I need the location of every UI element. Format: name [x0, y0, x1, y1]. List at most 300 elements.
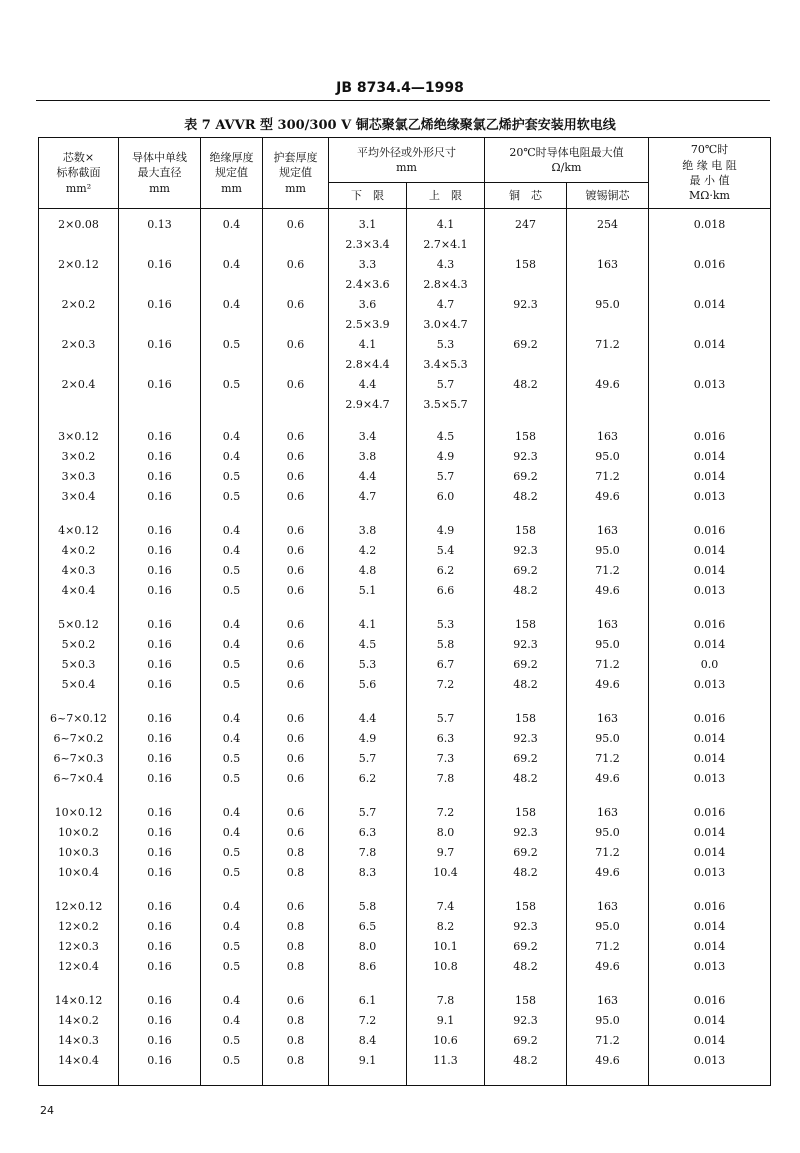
column-wire-diameter: [119, 209, 201, 1086]
cell-sheath-thickness: 0.6: [286, 618, 305, 631]
cell-tinned-resistance: 163: [597, 618, 618, 631]
cell-tinned-resistance: [567, 395, 648, 415]
cell-wire-diameter: [119, 235, 200, 255]
cell-size: [39, 315, 118, 335]
cell-copper-resistance: 48.2: [513, 678, 538, 691]
cell-insulation-thickness: 0.5: [222, 772, 241, 785]
column-copper-resistance: [485, 209, 567, 1086]
cell-copper-resistance: 48.2: [513, 490, 538, 503]
cell-lower-limit: 3.1: [358, 218, 377, 231]
cell-lower-limit: 4.4: [358, 712, 377, 725]
cell-size: 2×0.4: [61, 378, 96, 391]
group-spacer: [201, 977, 262, 991]
cell-wire-diameter: 0.16: [147, 806, 172, 819]
cell-upper-limit: 7.4: [436, 900, 455, 913]
group-spacer: [329, 977, 406, 991]
cell-insulation-thickness: [201, 395, 262, 415]
cell-size: 4×0.4: [61, 584, 96, 597]
cell-insulation-resistance: 0.016: [693, 806, 726, 819]
cell-tinned-resistance: 95.0: [595, 298, 620, 311]
cell-copper-resistance: 48.2: [513, 378, 538, 391]
col-header-wire-diameter: 导体中单线 最大直径 mm: [119, 138, 201, 209]
cell-lower-limit: 4.2: [358, 544, 377, 557]
cell-sheath-thickness: 0.6: [286, 430, 305, 443]
page-number: 24: [40, 1104, 54, 1117]
cell-tinned-resistance: 71.2: [595, 752, 620, 765]
cell-lower-limit: 5.6: [358, 678, 377, 691]
cell-wire-diameter: 0.16: [147, 618, 172, 631]
column-insulation-resistance: [649, 209, 771, 1086]
cell-wire-diameter: 0.16: [147, 772, 172, 785]
cell-size: 12×0.4: [58, 960, 99, 973]
cell-size: 4×0.2: [61, 544, 96, 557]
cell-tinned-resistance: 95.0: [595, 638, 620, 651]
cell-upper-limit: 4.9: [436, 450, 455, 463]
cell-wire-diameter: 0.16: [147, 450, 172, 463]
cell-upper-limit: 8.2: [436, 920, 455, 933]
cell-insulation-resistance: 0.018: [693, 218, 726, 231]
cell-lower-limit: 4.7: [358, 490, 377, 503]
cell-wire-diameter: 0.16: [147, 960, 172, 973]
cell-insulation-resistance: 0.014: [693, 298, 726, 311]
cell-wire-diameter: 0.16: [147, 846, 172, 859]
group-spacer: [407, 883, 484, 897]
cell-upper-limit: 4.3: [436, 258, 455, 271]
cell-copper-resistance: 92.3: [513, 920, 538, 933]
cell-tinned-resistance: 95.0: [595, 544, 620, 557]
cell-copper-resistance: 48.2: [513, 960, 538, 973]
cell-sheath-thickness: 0.8: [286, 920, 305, 933]
cell-sheath-thickness: 0.8: [286, 1054, 305, 1067]
cell-sheath-thickness: 0.6: [286, 826, 305, 839]
cell-copper-resistance: 48.2: [513, 1054, 538, 1067]
cell-size: 14×0.4: [58, 1054, 99, 1067]
cell-wire-diameter: 0.16: [147, 712, 172, 725]
cell-wire-diameter: 0.16: [147, 900, 172, 913]
cell-insulation-resistance: 0.014: [693, 846, 726, 859]
cell-wire-diameter: 0.16: [147, 470, 172, 483]
cell-insulation-thickness: [201, 275, 262, 295]
cell-lower-limit: 5.7: [358, 806, 377, 819]
cell-wire-diameter: 0.16: [147, 940, 172, 953]
cell-insulation-resistance: [649, 395, 770, 415]
cell-insulation-thickness: [201, 355, 262, 375]
cell-upper-limit: 6.0: [436, 490, 455, 503]
cell-lower-limit: 8.6: [358, 960, 377, 973]
cell-sheath-thickness: 0.6: [286, 258, 305, 271]
cell-insulation-thickness: [201, 315, 262, 335]
cell-size: 10×0.2: [58, 826, 99, 839]
cell-size: 6~7×0.3: [53, 752, 104, 765]
group-spacer: [39, 883, 118, 897]
cell-lower-limit: 3.8: [358, 450, 377, 463]
cell-size: 5×0.3: [61, 658, 96, 671]
cell-upper-limit: 7.3: [436, 752, 455, 765]
cell-sheath-thickness: 0.6: [286, 490, 305, 503]
group-spacer: [119, 977, 200, 991]
group-spacer: [485, 977, 566, 991]
spec-table: [38, 137, 771, 1086]
group-spacer: [649, 507, 770, 521]
cell-sheath-thickness: 0.6: [286, 564, 305, 577]
cell-copper-resistance: 158: [515, 806, 536, 819]
cell-lower-limit: 5.8: [358, 900, 377, 913]
cell-size: 10×0.12: [54, 806, 103, 819]
cell-tinned-resistance: 95.0: [595, 1014, 620, 1027]
column-tinned-resistance: [567, 209, 649, 1086]
cell-lower-limit: 4.1: [358, 618, 377, 631]
cell-tinned-resistance: 49.6: [595, 866, 620, 879]
cell-wire-diameter: 0.16: [147, 1014, 172, 1027]
cell-copper-resistance: 158: [515, 430, 536, 443]
cell-tinned-resistance: 71.2: [595, 470, 620, 483]
cell-upper-limit: 6.7: [436, 658, 455, 671]
cell-insulation-thickness: 0.5: [222, 338, 241, 351]
group-spacer: [649, 883, 770, 897]
cell-copper-resistance: 92.3: [513, 544, 538, 557]
cell-wire-diameter: 0.16: [147, 524, 172, 537]
cell-lower-limit: 2.9×4.7: [345, 398, 390, 411]
cell-insulation-thickness: 0.4: [222, 826, 241, 839]
col-header-sheath-thickness: 护套厚度 规定值 mm: [263, 138, 329, 209]
cell-lower-limit: 5.1: [358, 584, 377, 597]
cell-sheath-thickness: [263, 275, 328, 295]
group-spacer: [485, 415, 566, 427]
group-spacer: [263, 789, 328, 803]
cell-tinned-resistance: 163: [597, 258, 618, 271]
cell-tinned-resistance: 163: [597, 712, 618, 725]
group-spacer: [407, 507, 484, 521]
cell-insulation-resistance: 0.014: [693, 338, 726, 351]
cell-copper-resistance: 69.2: [513, 940, 538, 953]
header-rule: [36, 100, 770, 101]
group-spacer: [407, 977, 484, 991]
group-spacer: [407, 789, 484, 803]
cell-size: 2×0.3: [61, 338, 96, 351]
cell-upper-limit: 2.8×4.3: [423, 278, 468, 291]
cell-wire-diameter: 0.16: [147, 298, 172, 311]
cell-insulation-resistance: 0.016: [693, 994, 726, 1007]
group-spacer: [201, 415, 262, 427]
cell-sheath-thickness: 0.6: [286, 638, 305, 651]
cell-insulation-thickness: 0.5: [222, 658, 241, 671]
cell-insulation-thickness: 0.4: [222, 994, 241, 1007]
cell-tinned-resistance: 49.6: [595, 772, 620, 785]
cell-size: 2×0.2: [61, 298, 96, 311]
cell-copper-resistance: 158: [515, 712, 536, 725]
cell-upper-limit: 9.7: [436, 846, 455, 859]
cell-insulation-resistance: 0.014: [693, 450, 726, 463]
group-spacer: [39, 977, 118, 991]
group-spacer: [201, 789, 262, 803]
cell-upper-limit: 4.7: [436, 298, 455, 311]
group-spacer: [329, 507, 406, 521]
cell-insulation-resistance: [649, 355, 770, 375]
column-insulation-thickness: [201, 209, 263, 1086]
cell-sheath-thickness: 0.6: [286, 732, 305, 745]
cell-insulation-resistance: 0.014: [693, 732, 726, 745]
cell-wire-diameter: [119, 355, 200, 375]
cell-size: 6~7×0.4: [53, 772, 104, 785]
cell-lower-limit: 8.4: [358, 1034, 377, 1047]
cell-upper-limit: 5.3: [436, 338, 455, 351]
cell-insulation-resistance: 0.013: [693, 1054, 726, 1067]
cell-lower-limit: 3.8: [358, 524, 377, 537]
cell-copper-resistance: 158: [515, 258, 536, 271]
cell-upper-limit: 4.9: [436, 524, 455, 537]
cell-tinned-resistance: 49.6: [595, 678, 620, 691]
cell-size: 14×0.3: [58, 1034, 99, 1047]
cell-tinned-resistance: 71.2: [595, 940, 620, 953]
cell-copper-resistance: 92.3: [513, 1014, 538, 1027]
cell-sheath-thickness: [263, 395, 328, 415]
cell-upper-limit: 5.3: [436, 618, 455, 631]
group-spacer: [485, 883, 566, 897]
cell-insulation-resistance: 0.014: [693, 544, 726, 557]
cell-tinned-resistance: 71.2: [595, 338, 620, 351]
cell-sheath-thickness: 0.6: [286, 450, 305, 463]
cell-upper-limit: 5.7: [436, 470, 455, 483]
group-spacer: [263, 695, 328, 709]
group-spacer: [39, 601, 118, 615]
cell-wire-diameter: [119, 315, 200, 335]
cell-lower-limit: 4.1: [358, 338, 377, 351]
group-spacer: [649, 601, 770, 615]
column-lower-limit: [329, 209, 407, 1086]
cell-insulation-resistance: 0.014: [693, 638, 726, 651]
cell-tinned-resistance: 71.2: [595, 846, 620, 859]
cell-sheath-thickness: 0.8: [286, 940, 305, 953]
cell-tinned-resistance: 163: [597, 806, 618, 819]
cell-insulation-resistance: 0.016: [693, 430, 726, 443]
cell-insulation-resistance: 0.016: [693, 524, 726, 537]
cell-sheath-thickness: 0.6: [286, 378, 305, 391]
cell-upper-limit: 7.8: [436, 772, 455, 785]
cell-insulation-resistance: 0.014: [693, 564, 726, 577]
group-spacer: [329, 601, 406, 615]
cell-wire-diameter: 0.16: [147, 1034, 172, 1047]
cell-sheath-thickness: 0.8: [286, 866, 305, 879]
cell-tinned-resistance: 49.6: [595, 584, 620, 597]
col-header-insulation-resistance: 70℃时 绝 缘 电 阻 最 小 值 MΩ·km: [649, 138, 771, 209]
group-spacer: [263, 883, 328, 897]
group-spacer: [567, 977, 648, 991]
cell-tinned-resistance: 49.6: [595, 490, 620, 503]
cell-insulation-thickness: 0.4: [222, 638, 241, 651]
cell-wire-diameter: 0.16: [147, 338, 172, 351]
col-header-tinned-copper: 镀锡铜芯: [567, 183, 649, 209]
cell-lower-limit: 7.8: [358, 846, 377, 859]
cell-wire-diameter: 0.16: [147, 584, 172, 597]
cell-wire-diameter: 0.16: [147, 658, 172, 671]
cell-insulation-resistance: 0.013: [693, 584, 726, 597]
group-spacer: [39, 695, 118, 709]
cell-wire-diameter: 0.16: [147, 994, 172, 1007]
cell-wire-diameter: 0.16: [147, 920, 172, 933]
cell-upper-limit: 4.5: [436, 430, 455, 443]
group-spacer: [567, 415, 648, 427]
cell-size: 2×0.12: [58, 258, 99, 271]
group-spacer: [407, 415, 484, 427]
cell-copper-resistance: 69.2: [513, 846, 538, 859]
col-header-outer-dimension: 平均外径或外形尺寸 mm: [329, 138, 485, 183]
cell-tinned-resistance: [567, 275, 648, 295]
group-spacer: [119, 789, 200, 803]
group-spacer: [649, 789, 770, 803]
cell-copper-resistance: 69.2: [513, 1034, 538, 1047]
cell-size: [39, 235, 118, 255]
cell-size: [39, 395, 118, 415]
cell-wire-diameter: 0.16: [147, 490, 172, 503]
cell-wire-diameter: 0.16: [147, 678, 172, 691]
cell-sheath-thickness: 0.8: [286, 960, 305, 973]
cell-size: 3×0.2: [61, 450, 96, 463]
cell-insulation-resistance: 0.013: [693, 866, 726, 879]
cell-insulation-resistance: 0.014: [693, 940, 726, 953]
cell-tinned-resistance: 163: [597, 900, 618, 913]
cell-insulation-thickness: [201, 235, 262, 255]
cell-lower-limit: 2.3×3.4: [345, 238, 390, 251]
cell-lower-limit: 6.3: [358, 826, 377, 839]
cell-lower-limit: 6.2: [358, 772, 377, 785]
cell-size: 4×0.12: [58, 524, 99, 537]
cell-insulation-resistance: 0.013: [693, 772, 726, 785]
cell-tinned-resistance: 95.0: [595, 450, 620, 463]
cell-tinned-resistance: [567, 355, 648, 375]
table-row: [39, 209, 771, 1086]
cell-sheath-thickness: 0.6: [286, 298, 305, 311]
cell-size: 5×0.4: [61, 678, 96, 691]
cell-insulation-thickness: 0.5: [222, 866, 241, 879]
table-body: [39, 209, 771, 1086]
cell-copper-resistance: 92.3: [513, 298, 538, 311]
cell-sheath-thickness: 0.6: [286, 712, 305, 725]
cell-lower-limit: 4.4: [358, 470, 377, 483]
cell-size: 12×0.2: [58, 920, 99, 933]
group-spacer: [201, 507, 262, 521]
group-spacer: [329, 695, 406, 709]
cell-insulation-resistance: [649, 275, 770, 295]
standard-number: JB 8734.4—1998: [336, 80, 464, 96]
cell-wire-diameter: 0.16: [147, 866, 172, 879]
table-title: 表 7 AVVR 型 300/300 V 铜芯聚氯乙烯绝缘聚氯乙烯护套安装用软电线: [184, 118, 616, 133]
cell-insulation-resistance: 0.0: [700, 658, 719, 671]
cell-upper-limit: 3.4×5.3: [423, 358, 468, 371]
cell-copper-resistance: 92.3: [513, 826, 538, 839]
cell-insulation-thickness: 0.5: [222, 470, 241, 483]
cell-lower-limit: 3.3: [358, 258, 377, 271]
cell-insulation-resistance: 0.014: [693, 470, 726, 483]
cell-sheath-thickness: 0.6: [286, 584, 305, 597]
group-spacer: [329, 415, 406, 427]
cell-insulation-thickness: 0.4: [222, 806, 241, 819]
cell-upper-limit: 10.1: [433, 940, 458, 953]
cell-size: 3×0.4: [61, 490, 96, 503]
cell-wire-diameter: 0.16: [147, 378, 172, 391]
cell-upper-limit: 3.5×5.7: [423, 398, 468, 411]
cell-insulation-thickness: 0.5: [222, 1054, 241, 1067]
group-spacer: [567, 507, 648, 521]
group-spacer: [119, 415, 200, 427]
group-spacer: [567, 789, 648, 803]
cell-insulation-thickness: 0.4: [222, 218, 241, 231]
cell-sheath-thickness: 0.6: [286, 524, 305, 537]
cell-copper-resistance: 158: [515, 900, 536, 913]
cell-copper-resistance: 158: [515, 618, 536, 631]
cell-upper-limit: 7.2: [436, 806, 455, 819]
cell-tinned-resistance: 49.6: [595, 1054, 620, 1067]
cell-lower-limit: 2.4×3.6: [345, 278, 390, 291]
cell-lower-limit: 8.0: [358, 940, 377, 953]
cell-upper-limit: 5.8: [436, 638, 455, 651]
group-spacer: [485, 507, 566, 521]
cell-upper-limit: 5.7: [436, 378, 455, 391]
cell-size: 2×0.08: [58, 218, 99, 231]
cell-tinned-resistance: 95.0: [595, 732, 620, 745]
cell-sheath-thickness: 0.6: [286, 218, 305, 231]
group-spacer: [649, 695, 770, 709]
cell-size: 12×0.3: [58, 940, 99, 953]
column-sheath-thickness: [263, 209, 329, 1086]
cell-sheath-thickness: 0.6: [286, 544, 305, 557]
cell-insulation-thickness: 0.4: [222, 544, 241, 557]
group-spacer: [119, 883, 200, 897]
cell-insulation-resistance: [649, 315, 770, 335]
col-header-upper-limit: 上 限: [407, 183, 485, 209]
cell-insulation-resistance: 0.013: [693, 960, 726, 973]
cell-sheath-thickness: 0.8: [286, 1034, 305, 1047]
group-spacer: [329, 883, 406, 897]
cell-insulation-resistance: 0.013: [693, 378, 726, 391]
cell-copper-resistance: 92.3: [513, 450, 538, 463]
cell-insulation-thickness: 0.5: [222, 1034, 241, 1047]
cell-size: [39, 355, 118, 375]
cell-copper-resistance: [485, 235, 566, 255]
cell-tinned-resistance: 71.2: [595, 564, 620, 577]
column-size: [39, 209, 119, 1086]
cell-lower-limit: 2.8×4.4: [345, 358, 390, 371]
cell-insulation-thickness: 0.4: [222, 1014, 241, 1027]
cell-lower-limit: 6.1: [358, 994, 377, 1007]
cell-upper-limit: 3.0×4.7: [423, 318, 468, 331]
cell-sheath-thickness: 0.6: [286, 678, 305, 691]
group-spacer: [407, 601, 484, 615]
cell-insulation-thickness: 0.5: [222, 564, 241, 577]
cell-copper-resistance: 92.3: [513, 638, 538, 651]
cell-upper-limit: 10.4: [433, 866, 458, 879]
group-spacer: [201, 695, 262, 709]
cell-tinned-resistance: 49.6: [595, 960, 620, 973]
cell-wire-diameter: [119, 395, 200, 415]
group-spacer: [263, 507, 328, 521]
cell-sheath-thickness: 0.8: [286, 846, 305, 859]
cell-copper-resistance: 247: [515, 218, 536, 231]
cell-tinned-resistance: 95.0: [595, 826, 620, 839]
cell-size: 12×0.12: [54, 900, 103, 913]
cell-wire-diameter: [119, 275, 200, 295]
cell-size: 10×0.3: [58, 846, 99, 859]
cell-upper-limit: 5.7: [436, 712, 455, 725]
col-header-core-size: 芯数× 标称截面 mm²: [39, 138, 119, 209]
cell-sheath-thickness: 0.6: [286, 658, 305, 671]
cell-wire-diameter: 0.16: [147, 258, 172, 271]
cell-upper-limit: 10.6: [433, 1034, 458, 1047]
cell-tinned-resistance: 163: [597, 524, 618, 537]
group-spacer: [485, 789, 566, 803]
cell-copper-resistance: 69.2: [513, 338, 538, 351]
cell-insulation-thickness: 0.5: [222, 584, 241, 597]
col-header-conductor-resistance: 20℃时导体电阻最大值 Ω/km: [485, 138, 649, 183]
